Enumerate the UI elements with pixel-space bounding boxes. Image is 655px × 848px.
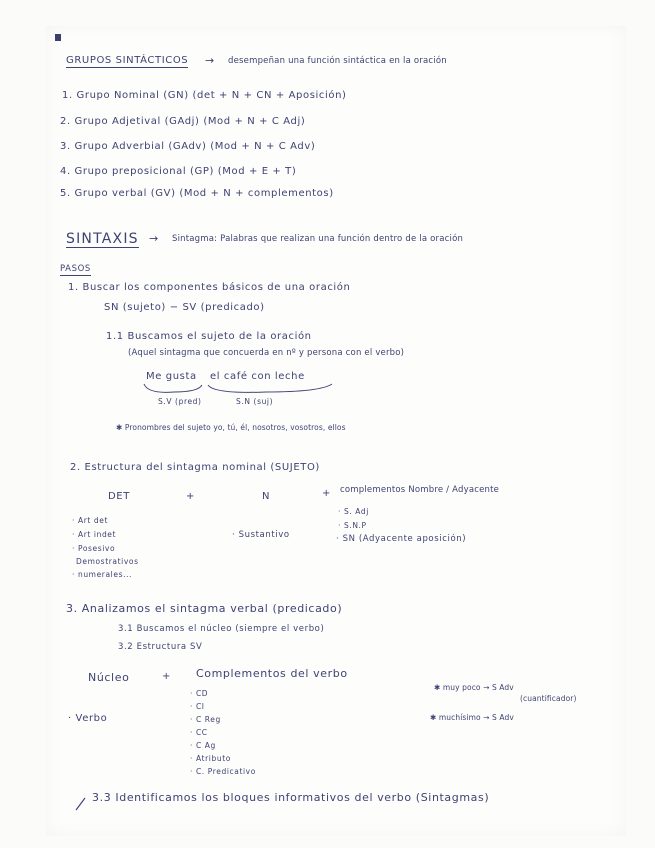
step3-sub1: 3.1 Buscamos el núcleo (siempre el verbo) xyxy=(118,624,325,634)
verb-complement: · CD xyxy=(190,689,209,698)
col-complements: complementos Nombre / Adyacente xyxy=(340,485,500,495)
complementos-label: Complementos del verbo xyxy=(196,667,348,680)
group-item: 2. Grupo Adjetival (GAdj) (Mod + N + C Adj) xyxy=(60,116,306,127)
verb-complement: · C. Predicativo xyxy=(190,767,256,776)
ink-mark xyxy=(55,34,61,41)
stroke-mark xyxy=(74,796,88,812)
col-n: N xyxy=(262,491,271,502)
comp-item: · S.N.P xyxy=(338,521,367,530)
verbo-label: · Verbo xyxy=(68,713,108,724)
det-item: · Art indet xyxy=(72,530,117,539)
verb-complement: · CI xyxy=(190,702,205,711)
step3-sub2: 3.2 Estructura SV xyxy=(118,642,203,652)
example-subject: el café con leche xyxy=(210,371,305,382)
nucleo-label: Núcleo xyxy=(88,671,130,684)
step1-formula: SN (sujeto) − SV (predicado) xyxy=(104,302,265,313)
verb-complement: · C Reg xyxy=(190,715,221,724)
label-sv: S.V (pred) xyxy=(158,397,202,406)
verb-complement: · C Ag xyxy=(190,741,216,750)
comp-item: · SN (Adyacente aposición) xyxy=(336,534,467,544)
group-item: 3. Grupo Adverbial (GAdv) (Mod + N + C Adv) xyxy=(60,141,316,152)
plus-sign: + xyxy=(186,491,195,502)
plus-sign: + xyxy=(162,671,171,682)
pronouns-note: ✱ Pronombres del sujeto yo, tú, él, nosotros, vosotros, ellos xyxy=(116,423,346,432)
group-item: 4. Grupo preposicional (GP) (Mod + E + T) xyxy=(60,166,297,177)
sintaxis-title: SINTAXIS xyxy=(66,231,139,247)
verb-complement: · CC xyxy=(190,728,208,737)
det-item: · numerales... xyxy=(72,570,133,579)
heading-description: desempeñan una función sintáctica en la oración xyxy=(228,56,447,66)
plus-sign: + xyxy=(322,488,331,499)
pasos-label: PASOS xyxy=(60,264,91,274)
example-brackets xyxy=(140,382,340,398)
det-item: · Posesivo xyxy=(72,544,116,553)
heading-arrow: → xyxy=(205,54,215,67)
group-item: 1. Grupo Nominal (GN) (det + N + CN + Aposición) xyxy=(62,90,347,101)
verb-complement: · Atributo xyxy=(190,754,231,763)
step1-title: 1. Buscar los componentes básicos de una oración xyxy=(68,282,351,293)
step1-subnote: (Aquel sintagma que concuerda en nº y persona con el verbo) xyxy=(128,348,405,358)
step3-title: 3. Analizamos el sintagma verbal (predicado) xyxy=(66,602,343,615)
adverb-note: ✱ muy poco → S Adv xyxy=(434,683,514,692)
group-item: 5. Grupo verbal (GV) (Mod + N + complementos) xyxy=(60,188,334,199)
heading-title: GRUPOS SINTÁCTICOS xyxy=(66,55,189,66)
n-item: · Sustantivo xyxy=(232,530,290,540)
sintaxis-arrow: → xyxy=(149,232,159,245)
adverb-note-detail: (cuantificador) xyxy=(520,694,577,703)
adverb-note: ✱ muchísimo → S Adv xyxy=(430,713,514,722)
det-item: Demostrativos xyxy=(76,557,139,566)
label-sn: S.N (suj) xyxy=(236,397,274,406)
col-det: DET xyxy=(108,491,130,502)
example-verb: Me gusta xyxy=(146,371,197,382)
det-item: · Art det xyxy=(72,516,109,525)
step2-title: 2. Estructura del sintagma nominal (SUJETO) xyxy=(70,462,320,473)
step1-subtitle: 1.1 Buscamos el sujeto de la oración xyxy=(106,331,312,342)
comp-item: · S. Adj xyxy=(338,507,369,516)
sintaxis-description: Sintagma: Palabras que realizan una función dentro de la oración xyxy=(172,234,464,244)
step3-sub3: 3.3 Identificamos los bloques informativos del verbo (Sintagmas) xyxy=(92,791,490,804)
